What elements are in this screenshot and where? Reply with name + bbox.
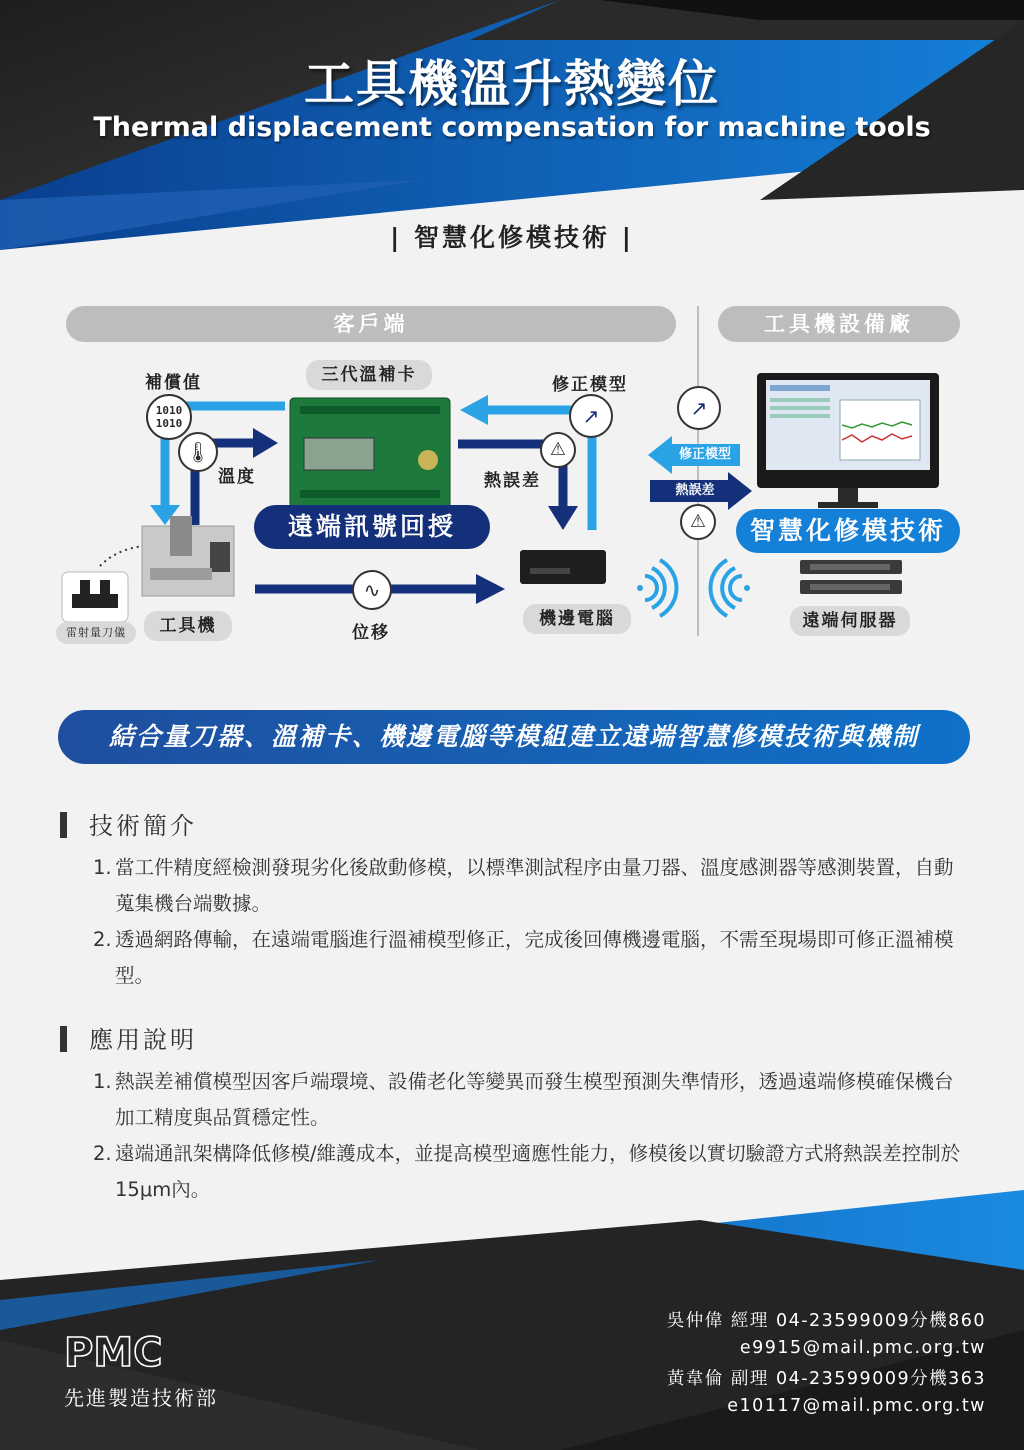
list-item: 2. 透過網路傳輸，在遠端電腦進行溫補模型修正，完成後回傳機邊電腦，不需至現場即可修正溫補模型。 [93,928,954,987]
summary-banner: 結合量刀器、溫補卡、機邊電腦等模組建立遠端智慧修模技術與機制 [58,710,970,764]
list-item: 1. 熱誤差補償模型因客戶端環境、設備老化等變異而發生模型預測失準情形，透過遠端修模確保機台加工精度與品質穩定性。 [93,1070,954,1129]
pmc-logo: PMC [64,1330,163,1376]
warning-icon-vendor: ⚠ [680,504,716,540]
fix-model-label: 修正模型 [552,375,628,395]
warning-icon: ⚠ [540,432,576,468]
contact-email[interactable]: e10117@mail.pmc.org.tw [727,1396,986,1416]
english-subtitle: Thermal displacement compensation for machine tools [93,112,931,143]
contact-block: 黃韋倫 副理 04-23599009分機363 e10117@mail.pmc.org.tw [667,1366,986,1420]
thermal-err-band-label: 熱誤差 [675,483,715,498]
binary-data-icon: 1010 1010 [146,394,192,440]
comp-value-label: 補償值 [145,373,202,393]
smart-tech-pill: 智慧化修模技術 [736,509,960,553]
list-item: 2. 遠端通訊架構降低修模/維護成本，並提高模型適應性能力，修模後以實切驗證方式將熱誤差控制於15μm內。 [93,1142,961,1201]
contact-block: 吳仲偉 經理 04-23599009分機860 e9915@mail.pmc.org.tw [667,1308,986,1362]
displacement-arrowhead [476,574,505,604]
laser-setter-label: 雷射量刀儀 [56,622,136,644]
client-side-header: 客戶端 [66,306,676,342]
list-item: 1. 當工件精度經檢測發現劣化後啟動修模，以標準測試程序由量刀器、溫度感測器等感測裝置，自動蒐集機台端數據。 [93,856,954,915]
heading-bar [60,812,67,838]
section-heading-intro: 技術簡介 [60,806,197,841]
contact-email[interactable]: e9915@mail.pmc.org.tw [739,1338,986,1358]
edge-pc-label: 機邊電腦 [523,604,631,634]
thermometer-icon: 🌡 [178,432,218,472]
temp-arrowhead [253,428,278,458]
laser-setter-body [72,594,118,608]
model-network-icon: ↗ [569,394,613,438]
thermal-err-arrowhead [548,506,578,530]
model-network-icon-vendor: ↗ [677,386,721,430]
thermal-error-label: 熱誤差 [484,471,541,491]
section-title: | 智慧化修模技術 | [390,223,634,252]
remote-feedback-pill: 遠端訊號回授 [254,505,490,549]
vendor-side-header: 工具機設備廠 [718,306,960,342]
fix-model-band-arrowhead [648,436,672,474]
edge-pc-box [520,550,606,584]
remote-server-label: 遠端伺服器 [790,606,910,636]
heading-bar [60,1026,67,1052]
temperature-label: 溫度 [218,467,256,487]
waveform-icon: ∿ [352,570,392,610]
section-heading-application: 應用說明 [60,1020,197,1055]
machine-tool-label: 工具機 [144,611,232,641]
main-title: 工具機溫升熱變位 [304,55,720,113]
wifi-arc [645,576,657,600]
fix-model-arrowhead [460,395,488,425]
fix-model-band-label: 修正模型 [678,447,731,462]
department-name: 先進製造技術部 [64,1386,218,1410]
displacement-label: 位移 [352,623,390,643]
controller-card-label: 三代溫補卡 [306,360,432,390]
